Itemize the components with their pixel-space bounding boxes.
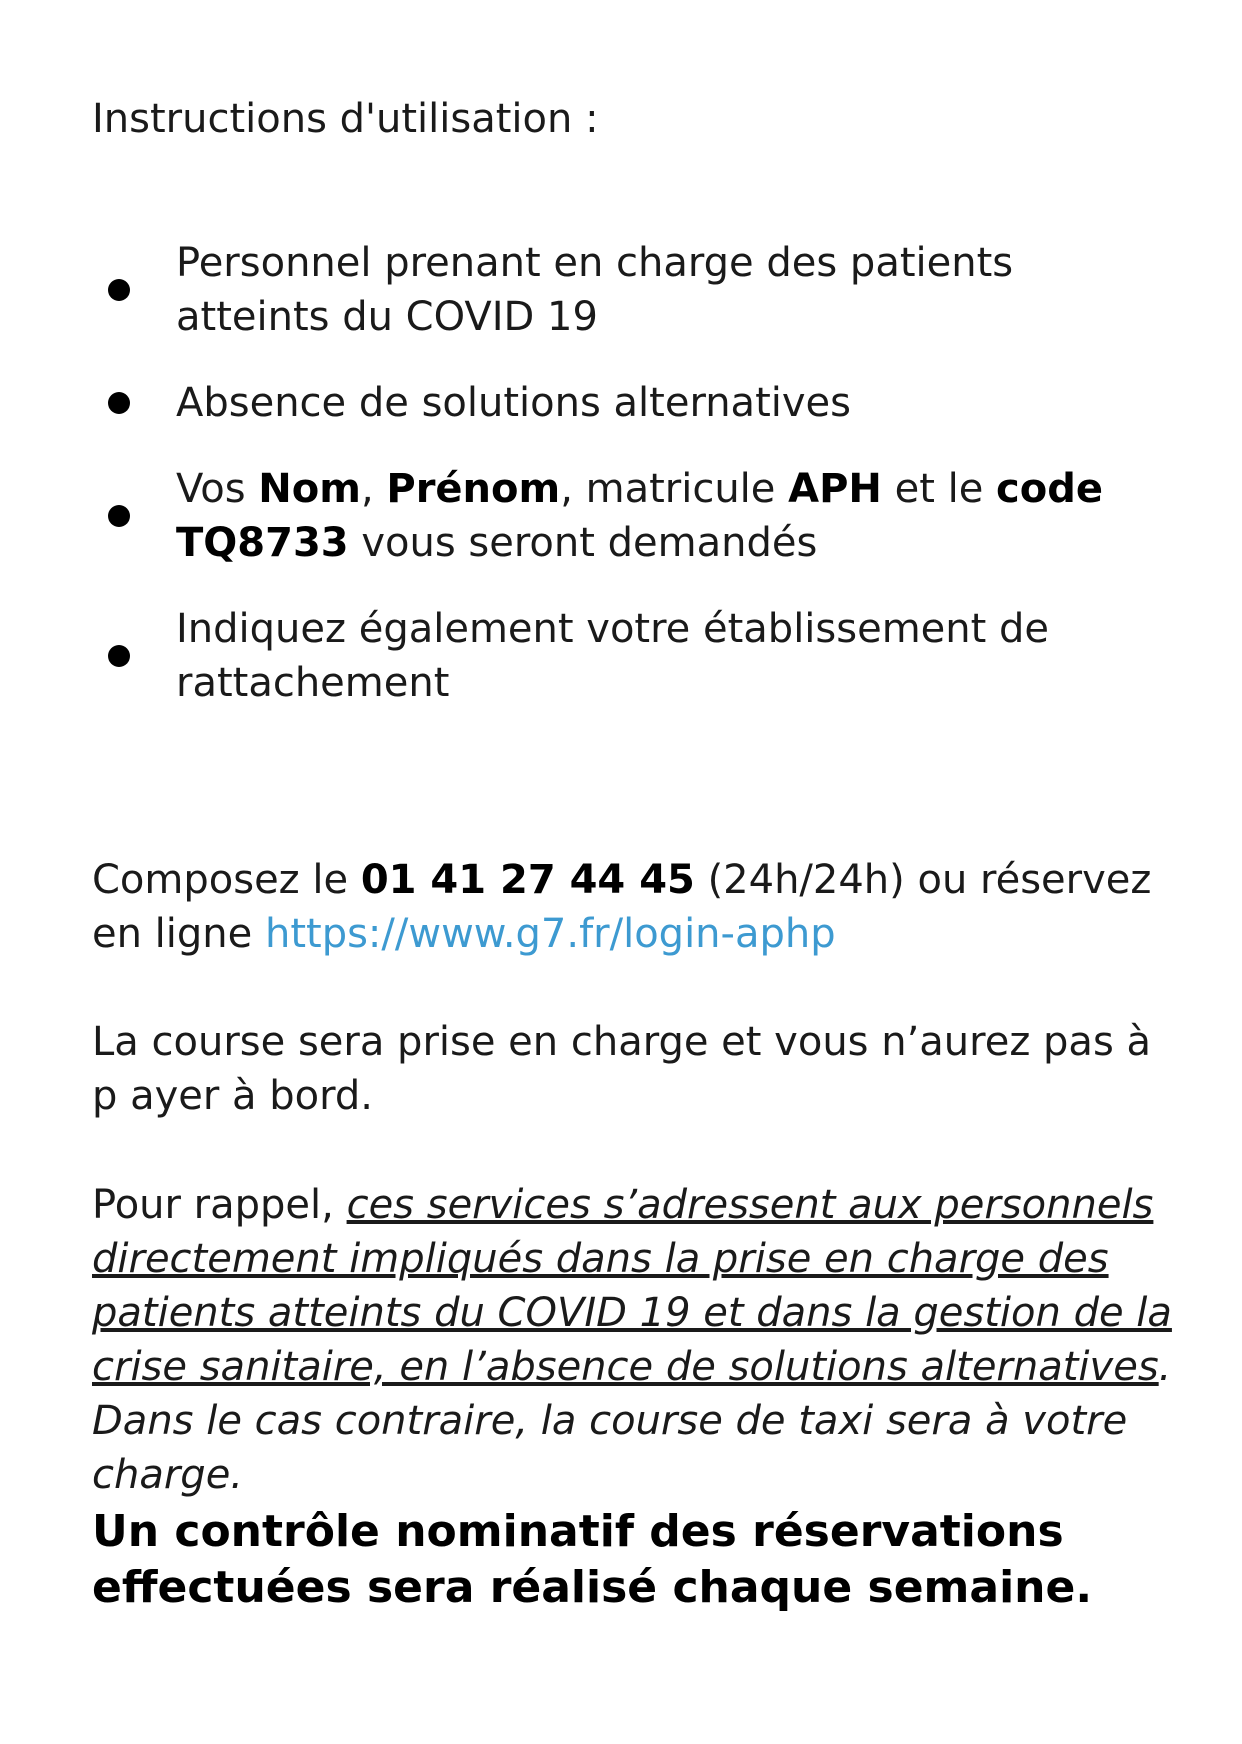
booking-link[interactable]: https://www.g7.fr/login-aphp: [264, 911, 836, 957]
instructions-list: [92, 236, 1172, 742]
list-item-text: Indiquez également votre établissement de rattachement: [176, 606, 1050, 706]
code-label: code TQ8733: [176, 466, 1103, 566]
list-item-personnel: [92, 236, 1172, 344]
course-paragraph: La course sera prise en charge et vous n’aurez pas à p ayer à bord.: [92, 1019, 1152, 1119]
list-item-etablissement: [92, 602, 1172, 710]
list-item-text: Personnel prenant en charge des patients atteints du COVID 19: [176, 240, 1014, 340]
phone-paragraph: Composez le 01 41 27 44 45 (24h/24h) ou réservez en ligne https://www.g7.fr/login-aphp: [92, 857, 1152, 957]
instructions-heading: Instructions d'utilisation :: [92, 96, 599, 142]
prenom-label: Prénom: [386, 466, 561, 512]
bullet-icon: [108, 392, 130, 414]
bullet-icon: [108, 279, 130, 301]
bullet-icon: [108, 505, 130, 527]
bullet-icon: [108, 645, 130, 667]
aph-label: APH: [788, 466, 882, 512]
control-warning: Un contrôle nominatif des réservations effectuées sera réalisé chaque semaine.: [92, 1506, 1093, 1613]
phone-number: 01 41 27 44 45: [360, 857, 695, 903]
list-item-text: Vos Nom, Prénom, matricule APH et le code TQ8733 vous seront demandés: [176, 466, 1103, 566]
nom-label: Nom: [258, 466, 361, 512]
reminder-italic-text: Dans le cas contraire, la course de taxi sera à votre charge.: [92, 1398, 1128, 1498]
list-item-absence: [92, 376, 1172, 430]
list-item-identity: [92, 462, 1172, 570]
reminder-paragraph: Pour rappel, ces services s’adressent aux personnels directement impliqués dans la prise en charge des patients atteints du COVID 19 et dans la gestion de la crise sanitaire, en l’absence de solutions alternatives. Dans le cas contraire, la course de taxi sera à votre charge.: [92, 1182, 1172, 1498]
list-item-text: Absence de solutions alternatives: [176, 380, 851, 426]
reminder-underlined-text: ces services s’adressent aux personnels directement impliqués dans la prise en charge des patients atteints du COVID 19 et dans la gestion de la crise sanitaire, en l’absence de solutions alternatives: [92, 1182, 1172, 1390]
